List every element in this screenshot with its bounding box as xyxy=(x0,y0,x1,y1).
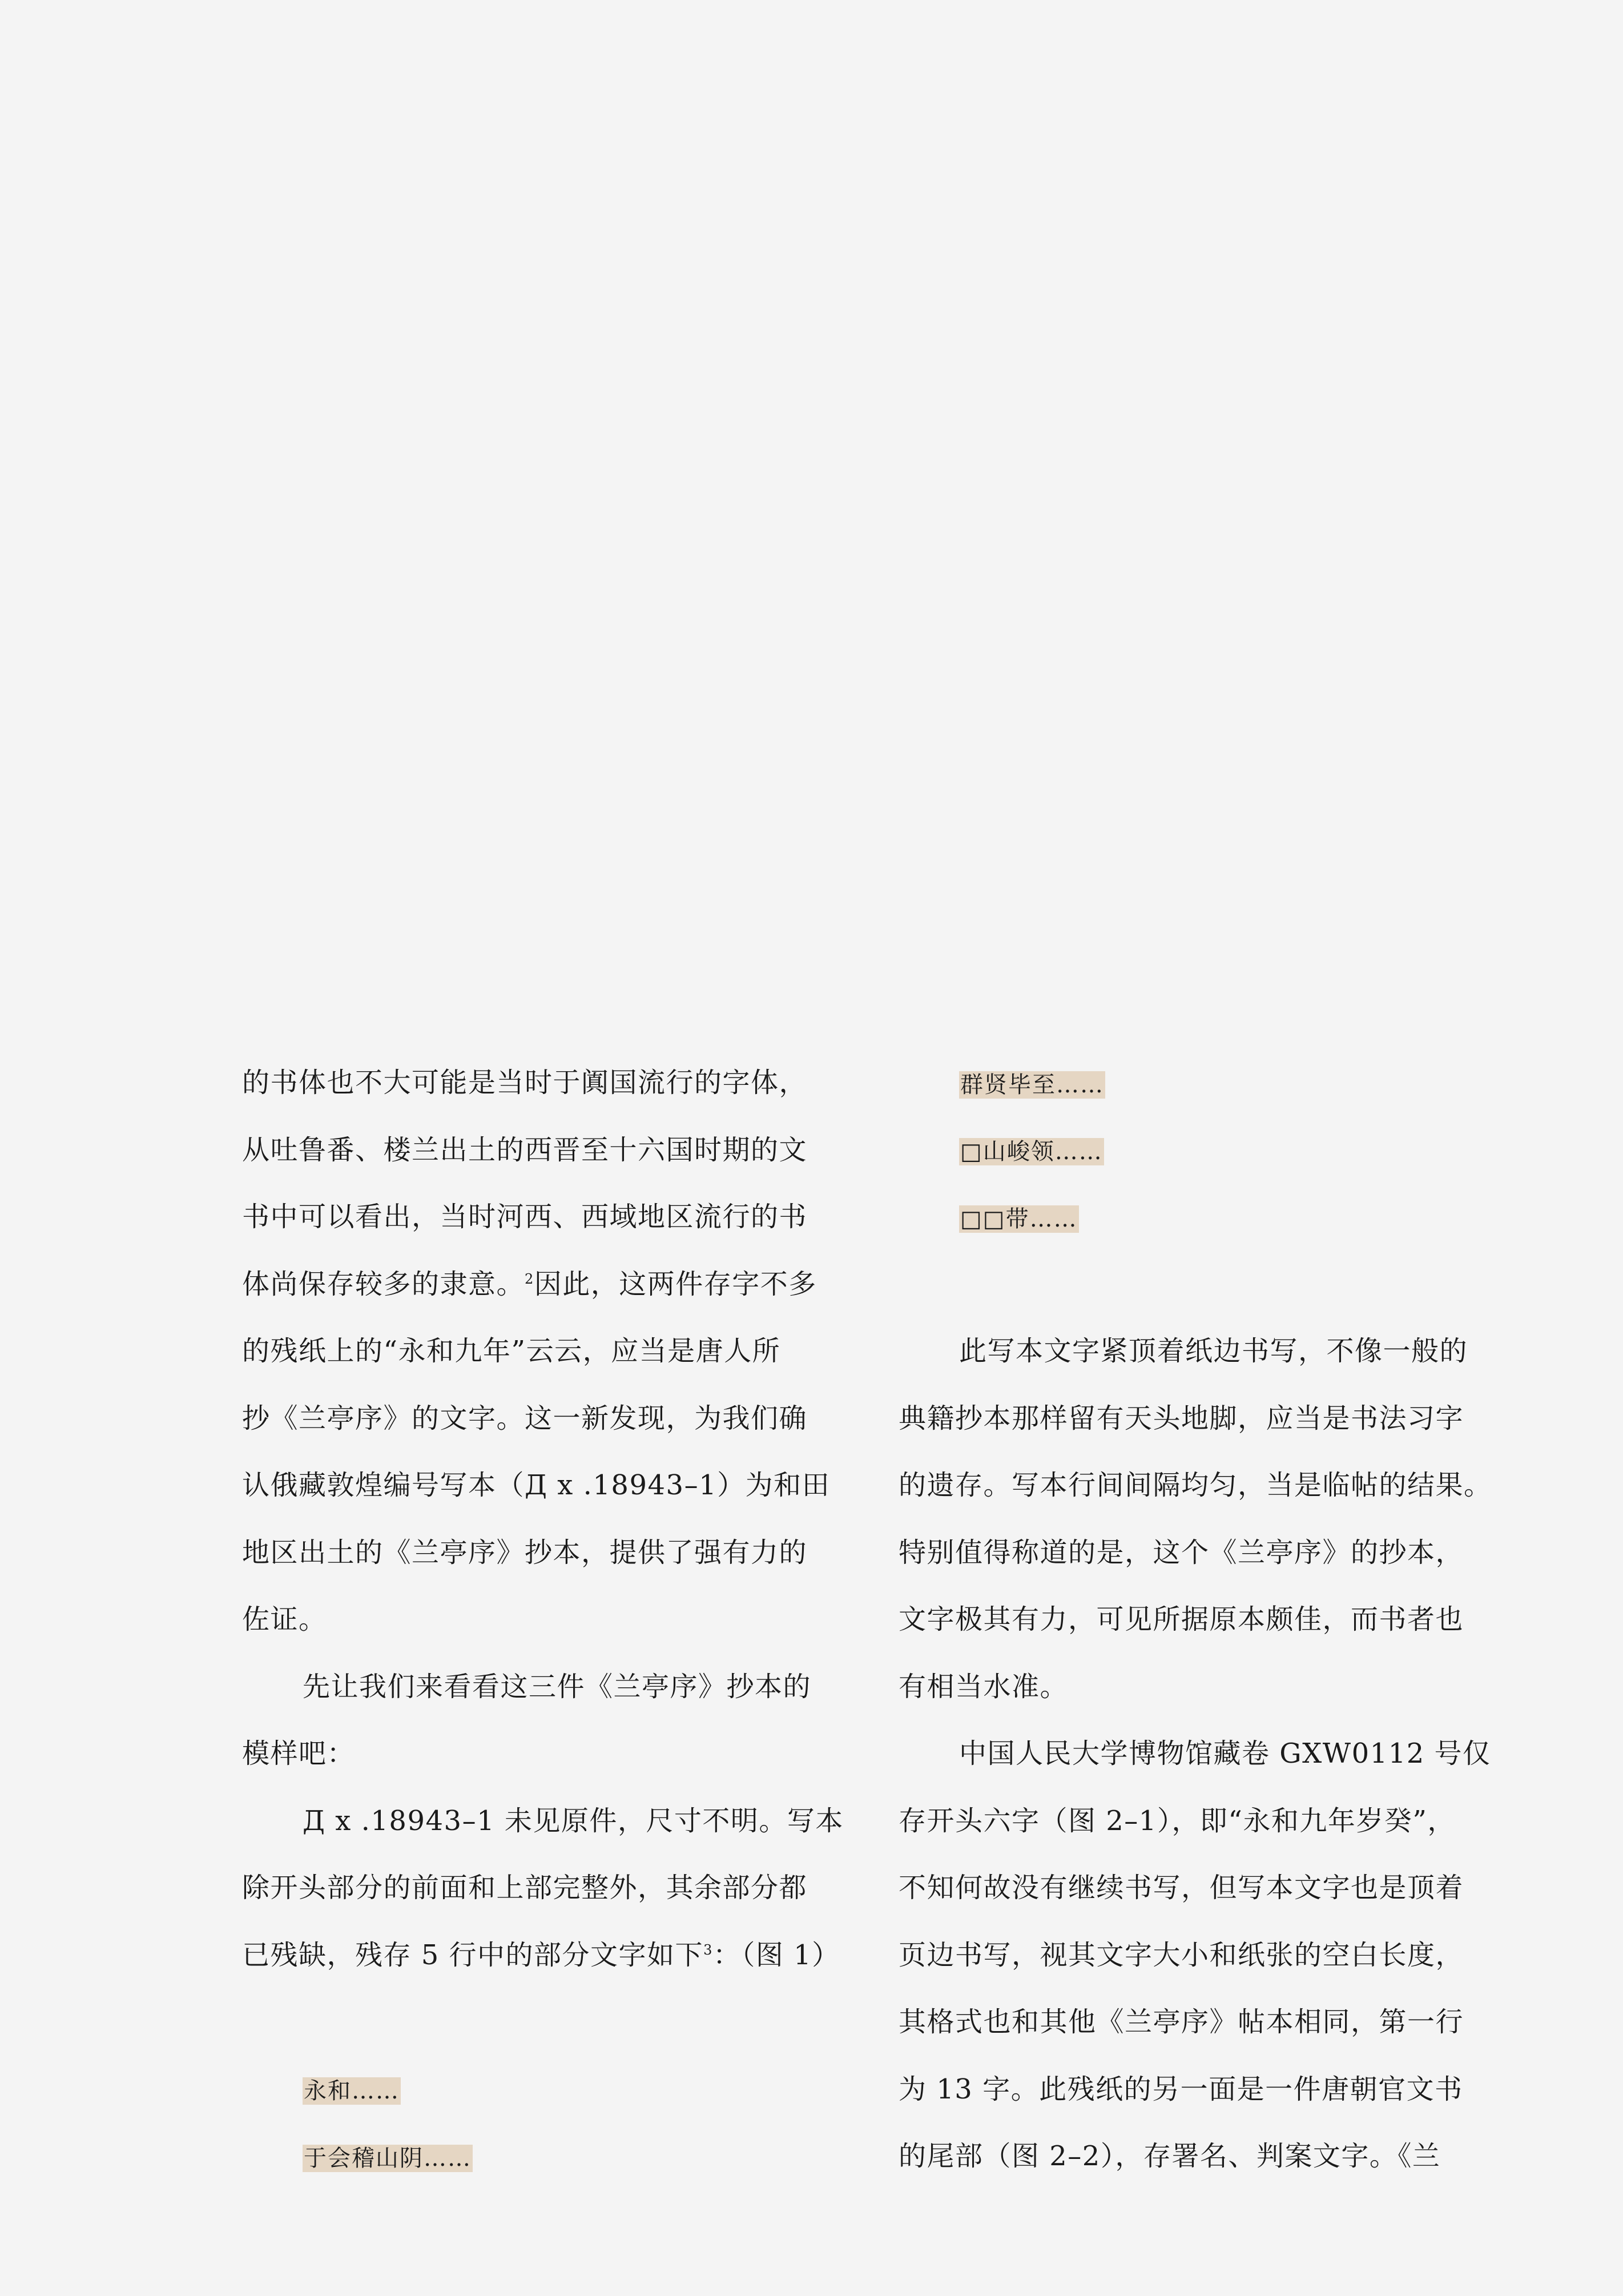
paragraph-start-line: 此写本文字紧顶着纸边书写，不像一般的 xyxy=(959,1335,1468,1367)
left-text-column xyxy=(242,1050,844,2190)
text-fragment: ：（图 1） xyxy=(712,1939,840,1971)
text-line: 不知何故没有继续书写，但写本文字也是顶着 xyxy=(899,1872,1464,1904)
quoted-line xyxy=(899,1050,1487,1117)
text-line: 的残纸上的“永和九年”云云，应当是唐人所 xyxy=(242,1335,781,1367)
text-line: 模样吧： xyxy=(242,1738,356,1770)
text-line-with-footnote xyxy=(242,1922,840,1989)
paragraph-start-line: 先让我们来看看这三件《兰亭序》抄本的 xyxy=(303,1670,812,1703)
text-fragment: 因此，这两件存字不多 xyxy=(534,1268,817,1300)
text-line: 抄《兰亭序》的文字。这一新发现，为我们确 xyxy=(242,1402,808,1434)
text-line: 除开头部分的前面和上部完整外，其余部分都 xyxy=(242,1872,808,1904)
text-line: 地区出土的《兰亭序》抄本，提供了强有力的 xyxy=(242,1536,808,1569)
text-line-with-footnote xyxy=(242,1251,830,1318)
text-line: 其格式也和其他《兰亭序》帖本相同，第一行 xyxy=(899,2006,1464,2038)
text-fragment: 已残缺，残存 5 行中的部分文字如下 xyxy=(242,1939,704,1971)
footnote-marker[interactable]: 2 xyxy=(525,1270,534,1287)
quoted-line xyxy=(242,2123,830,2190)
text-line: 存开头六字（图 2–1），即“永和九年岁癸”， xyxy=(899,1804,1456,1837)
text-line: 从吐鲁番、楼兰出土的西晋至十六国时期的文 xyxy=(242,1133,808,1166)
manuscript-quote: 群贤毕至…… xyxy=(960,1071,1104,1098)
text-line: 佐证。 xyxy=(242,1603,327,1635)
quoted-line xyxy=(899,1184,1487,1251)
quoted-line xyxy=(242,2056,830,2124)
quoted-line xyxy=(899,1117,1487,1184)
paragraph-start-line: Д x .18943–1 未见原件，尺寸不明。写本 xyxy=(303,1804,844,1837)
manuscript-quote: 永和…… xyxy=(304,2078,400,2104)
manuscript-quote: □山峻领…… xyxy=(960,1139,1103,1165)
text-line: 特别值得称道的是，这个《兰亭序》的抄本， xyxy=(899,1536,1464,1569)
text-fragment: 体尚保存较多的隶意。 xyxy=(242,1268,525,1300)
text-line: 有相当水准。 xyxy=(899,1670,1069,1703)
text-line: 页边书写，视其文字大小和纸张的空白长度， xyxy=(899,1939,1464,1971)
text-line: 的遗存。写本行间间隔均匀，当是临帖的结果。 xyxy=(899,1469,1492,1501)
text-line: 典籍抄本那样留有天头地脚，应当是书法习字 xyxy=(899,1402,1464,1434)
text-line: 文字极其有力，可见所据原本颇佳，而书者也 xyxy=(899,1603,1464,1635)
spacer xyxy=(242,1989,830,2056)
text-line: 为 13 字。此残纸的另一面是一件唐朝官文书 xyxy=(899,2073,1463,2105)
manuscript-quote: 于会稽山阴…… xyxy=(304,2145,472,2172)
manuscript-quote: □□带…… xyxy=(960,1205,1078,1232)
text-line: 的书体也不大可能是当时于阗国流行的字体， xyxy=(242,1067,808,1099)
footnote-marker[interactable]: 3 xyxy=(703,1941,713,1958)
text-line: 的尾部（图 2–2），存署名、判案文字。《兰 xyxy=(899,2140,1441,2172)
spacer xyxy=(899,1251,1487,1318)
text-line: 认俄藏敦煌编号写本（Д x .18943–1）为和田 xyxy=(242,1469,831,1501)
right-text-column xyxy=(899,1050,1492,2190)
text-line: 书中可以看出，当时河西、西域地区流行的书 xyxy=(242,1201,808,1233)
paragraph-start-line: 中国人民大学博物馆藏卷 GXW0112 号仅 xyxy=(959,1738,1491,1770)
